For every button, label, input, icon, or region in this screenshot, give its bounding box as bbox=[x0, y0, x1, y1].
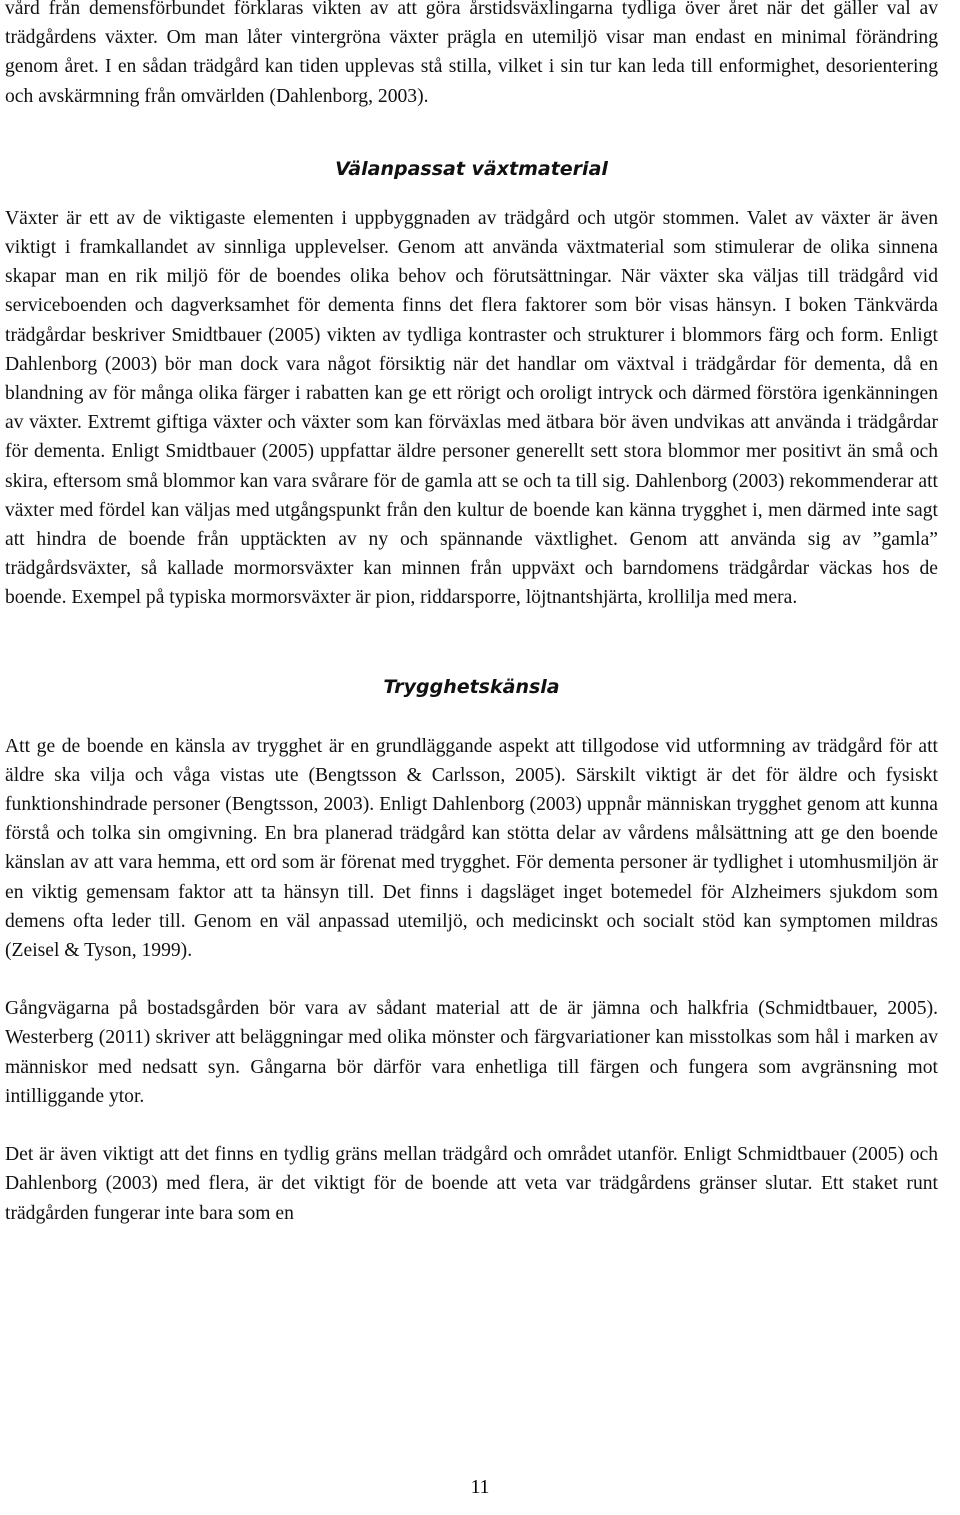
heading-valanpassat-vaxtmaterial: Välanpassat växtmaterial bbox=[335, 157, 608, 180]
heading-trygghetskansla: Trygghetskänsla bbox=[383, 675, 560, 698]
paragraph-trygghet-3: Det är även viktigt att det finns en tydlig gräns mellan trädgård och området utanför. Enligt Schmidtbauer (2005) och Dahlenborg (2003) med flera, är det viktigt för de boende att veta var trädgårdens gränser slutar. Ett staket runt trädgården fungerar inte bara som en bbox=[5, 1144, 938, 1224]
page-number: 11 bbox=[470, 1477, 490, 1498]
paragraph-trygghet-2: Gångvägarna på bostadsgården bör vara av sådant material att de är jämna och halkfria (Schmidtbauer, 2005). Westerberg (2011) skriver att beläggningar med olika mönster och färgvariationer kan misstolkas som hål i marken av människor med nedsatt syn. Gångarna bör därför vara enhetliga till färgen och fungera som avgränsning mot intilliggande ytor. bbox=[5, 998, 938, 1107]
paragraph-trygghet-1: Att ge de boende en känsla av trygghet är en grundläggande aspekt att tillgodose vid utformning av trädgård för att äldre ska vilja och våga vistas ute (Bengtsson & Carlsson, 2005). Särskilt viktigt är det för äldre och fysiskt funktionshindrade personer (Bengtsson, 2003). Enligt Dahlenborg (2003) uppnår människan trygghet genom att kunna förstå och tolka sin omgivning. En bra planerad trädgård kan stötta delar av vårdens målsättning att ge den boende känslan av att vara hemma, ett ord som är förenat med trygghet. För dementa personer är tydlighet i utomhusmiljön är en viktig gemensam faktor att ta hänsyn till. Det finns i dagsläget inget botemedel för Alzheimers sjukdom som demens ofta leder till. Genom en väl anpassad utemiljö, och medicinskt och socialt stöd kan symptomen mildras (Zeisel & Tyson, 1999). bbox=[5, 735, 938, 962]
paragraph-intro: vård från demensförbundet förklaras vikten av att göra årstidsväxlingarna tydliga över året när det gäller val av trädgårdens växter. Om man låter vintergröna växter prägla en utemiljö visar man endast en minimal förändring genom året. I en sådan trädgård kan tiden upplevas stå stilla, vilket i sin tur kan leda till enformighet, desorientering och avskärmning från omvärlden (Dahlenborg, 2003). bbox=[5, 0, 938, 107]
paragraph-vaxtmaterial: Växter är ett av de viktigaste elementen i uppbyggnaden av trädgård och utgör stommen. Valet av växter är även viktigt i framkallandet av sinnliga upplevelser. Genom att använda växtmaterial som stimulerar de olika sinnena skapar man en rik miljö för de boendes olika behov och förutsättningar. När växter ska väljas till trädgård vid serviceboenden och dagverksamhet för dementa finns det flera faktorer som bör visas hänsyn. I boken Tänkvärda trädgårdar beskriver Smidtbauer (2005) vikten av tydliga kontraster och strukturer i blommors färg och form. Enligt Dahlenborg (2003) bör man dock vara något försiktig när det handlar om växtval i trädgårdar för dementa, då en blandning av för många olika färger i rabatten kan ge ett rörigt och oroligt intryck och därmed förstöra igenkänningen av växter. Extremt giftiga växter och växter som kan förväxlas med ätbara bör även undvikas att använda i trädgårdar för dementa. Enligt Smidtbauer (2005) uppfattar äldre personer generellt sett stora blommor mer positivt än små och skira, eftersom små blommor kan vara svårare för de gamla att se och ta till sig. Dahlenborg (2003) rekommenderar att växter med fördel kan väljas med utgångspunkt från den kultur de boende kan känna trygghet i, men därmed inte sagt att hindra de boende från upptäckten av ny och spännande växtlighet. Genom att använda sig av ”gamla” trädgårdsväxter, så kallade mormorsväxter kan minnen från uppväxt och barndomens trädgårdar väckas hos de boende. Exempel på typiska mormorsväxter är pion, riddarsporre, löjtnantshjärta, krollilja med mera. bbox=[5, 207, 938, 609]
